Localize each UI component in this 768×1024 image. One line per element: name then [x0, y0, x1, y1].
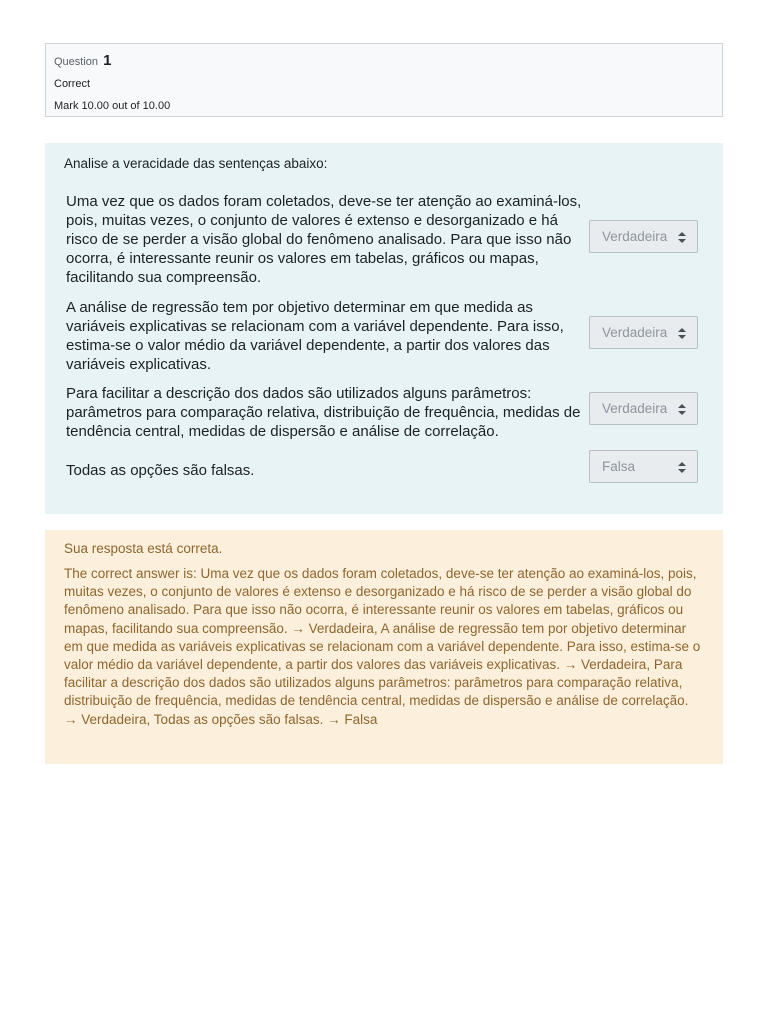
answer-select-value: Verdadeira: [602, 229, 668, 244]
statement-text: Uma vez que os dados foram coletados, deve-se ter atenção ao examiná-los, pois, muitas vezes, o conjunto de valores é extenso e desorganizado e há risco de se perder a visão global do fenômeno analisado. Para que isso não ocorra, é interessante reunir os valores em tabelas, gráficos ou mapas, facilitando sua compreensão.: [66, 193, 582, 286]
correct-answer-text: The correct answer is: Uma vez que os dados foram coletados, deve-se ter atenção ao examiná-los, pois, muitas vezes, o conjunto de valores é extenso e desorganizado e há risco de se perder a visão global do fenômeno analisado. Para que isso não ocorra, é interessante reunir os valores em tabelas, gráficos ou mapas, facilitando sua compreensão. → Verdadeira, A análise de regressão tem por objetivo determinar em que medida as variáveis explicativas se relacionam com a variável dependente. Para isso, estima-se o valor médio da variável dependente, a partir dos valores das variáveis explicativas. → Verdadeira, Para facilitar a descrição dos dados são utilizados alguns parâmetros: parâmetros para comparação relativa, distribuição de frequência, medidas de tendência central, medidas de dispersão e análise de correlação. → Verdadeira, Todas as opções são falsas. → Falsa: [64, 566, 701, 727]
question-info-panel: [45, 43, 723, 117]
answer-select[interactable]: [589, 220, 698, 253]
statement-text: Para facilitar a descrição dos dados são utilizados alguns parâmetros: parâmetros para comparação relativa, distribuição de frequência, medidas de tendência central, medidas de dispersão e análise de correlação.: [66, 385, 581, 440]
question-number-line: [54, 50, 714, 73]
question-content: [45, 143, 723, 514]
feedback-status: Sua resposta está correta.: [64, 541, 223, 556]
answer-select-value: Verdadeira: [602, 401, 668, 416]
question-state: Correct: [54, 78, 91, 90]
answer-select-value: Falsa: [602, 459, 636, 474]
statement-text: Todas as opções são falsas.: [66, 462, 255, 479]
question-label: Question: [54, 56, 99, 68]
select-arrows-icon: [678, 328, 686, 339]
answer-select[interactable]: [589, 392, 698, 425]
question-grade: Mark 10.00 out of 10.00: [54, 100, 171, 112]
question-number: 1: [103, 52, 112, 69]
answer-select-value: Verdadeira: [602, 325, 668, 340]
feedback-panel: [45, 530, 723, 764]
question-prompt: Analise a veracidade das sentenças abaixo:: [64, 156, 328, 171]
select-arrows-icon: [678, 232, 686, 243]
select-arrows-icon: [678, 404, 686, 415]
answer-select[interactable]: [589, 450, 698, 483]
select-arrows-icon: [678, 462, 686, 473]
statement-text: A análise de regressão tem por objetivo determinar em que medida as variáveis explicativas se relacionam com a variável dependente. Para isso, estima-se o valor médio da variável dependente, a partir dos valores das variáveis explicativas.: [66, 299, 564, 373]
answer-select[interactable]: [589, 316, 698, 349]
